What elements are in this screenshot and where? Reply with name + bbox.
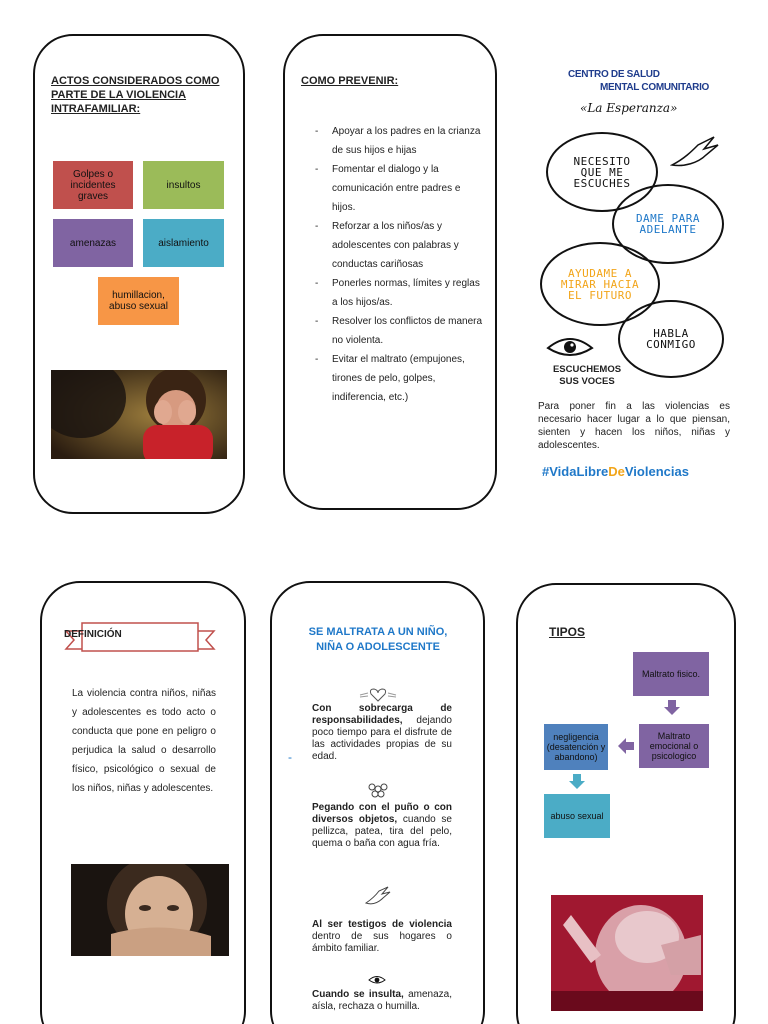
arrow-left-icon (618, 738, 634, 759)
definicion-title: DEFINICIÓN (64, 629, 122, 640)
ribbon-banner (64, 619, 216, 664)
org-name: «La Esperanza» (580, 101, 678, 115)
dove-icon (670, 135, 720, 176)
box-abuso-sexual: abuso sexual (544, 794, 610, 838)
bubble-escuches: NECESITO QUE ME ESCUCHES (546, 132, 658, 212)
block-insulta: Cuando se insulta, amenaza, aísla, rechaza o humilla. (312, 989, 453, 1012)
org-line2: MENTAL COMUNITARIO (600, 82, 710, 93)
definicion-text: La violencia contra niños, niñas y adolescentes es todo acto o conducta que pone en peligro o perjudica la salud o desarrollo físico, psicológico o sexual de los niños, niñas y adolescentes. (72, 688, 216, 794)
list-item: - Apoyar a los padres en la crianza de sus hijos e hijas (315, 122, 485, 160)
bubble-adelante: DAME PARA ADELANTE (612, 184, 724, 264)
panel-definicion (40, 581, 246, 1024)
prevenir-title: COMO PREVENIR: (301, 75, 399, 87)
arrow-down-2-icon (569, 774, 585, 795)
crying-child-photo (51, 370, 227, 459)
block-sobrecarga: Con sobrecarga de responsabilidades, dejando poco tiempo para el disfrute de las actividades propias de su edad. (312, 703, 452, 762)
org-line1: CENTRO DE SALUD (568, 69, 660, 80)
list-item: - Resolver los conflictos de manera no violenta. (315, 312, 485, 350)
tile-aislamiento: aislamiento (143, 219, 224, 267)
side-mark: - (288, 750, 292, 764)
eye-icon (546, 336, 594, 363)
prevenir-list (315, 122, 485, 407)
bubble-futuro: AYUDAME A MIRAR HACIA EL FUTURO (540, 242, 660, 326)
block-pegando: Pegando con el puño o con diversos objetos, cuando se pellizca, patea, tira del pelo, quema o baña con agua fría. (312, 802, 452, 849)
distressed-child-photo (551, 895, 703, 1011)
tile-humillacion: humillacion, abuso sexual (98, 277, 179, 325)
box-maltrato-emocional: Maltrato emocional o psicologico (639, 724, 709, 768)
box-negligencia: negligencia (desatención y abandono) (544, 724, 608, 770)
listen-text: ESCUCHEMOS SUS VOCES (552, 364, 622, 387)
panel-tipos (516, 583, 736, 1024)
maltrata-title: SE MALTRATA A UN NIÑO, NIÑA O ADOLESCENTE (308, 626, 448, 653)
small-eye-icon (368, 972, 386, 990)
hashtag: #VidaLibreDeViolencias (542, 464, 689, 479)
actos-title: ACTOS CONSIDERADOS COMO PARTE DE LA VIOLENCIA INTRAFAMILIAR: (51, 75, 220, 115)
list-item: - Fomentar el dialogo y la comunicación entre padres e hijos. (315, 160, 485, 217)
panel-cover (530, 60, 740, 490)
panel-prevenir (283, 34, 497, 510)
covered-mouth-photo (71, 864, 229, 956)
box-maltrato-fisico: Maltrato fisico. (633, 652, 709, 696)
dove-small-icon (364, 885, 392, 912)
block-testigos: Al ser testigos de violencia dentro de sus hogares o ámbito familiar. (312, 919, 452, 954)
panel-actos (33, 34, 245, 514)
cover-body: Para poner fin a las violencias es necesario hacer lugar a lo que piensan, sienten y hacen los niños, niñas y adolescentes. (538, 401, 730, 451)
tile-insultos: insultos (143, 161, 224, 209)
tile-amenazas: amenazas (53, 219, 133, 267)
list-item: - Evitar el maltrato (empujones, tirones de pelo, golpes, indiferencia, etc.) (315, 350, 485, 407)
tipos-title: TIPOS (549, 625, 586, 639)
list-item: - Ponerles normas, límites y reglas a los hijos/as. (315, 274, 485, 312)
list-item: - Reforzar a los niños/as y adolescentes con palabras y conductas cariñosas (315, 217, 485, 274)
flower-icon (366, 779, 390, 804)
panel-maltrata (270, 581, 485, 1024)
bubble-habla: HABLA CONMIGO (618, 300, 724, 378)
tile-golpes: Golpes o incidentes graves (53, 161, 133, 209)
arrow-down-icon (664, 700, 680, 721)
